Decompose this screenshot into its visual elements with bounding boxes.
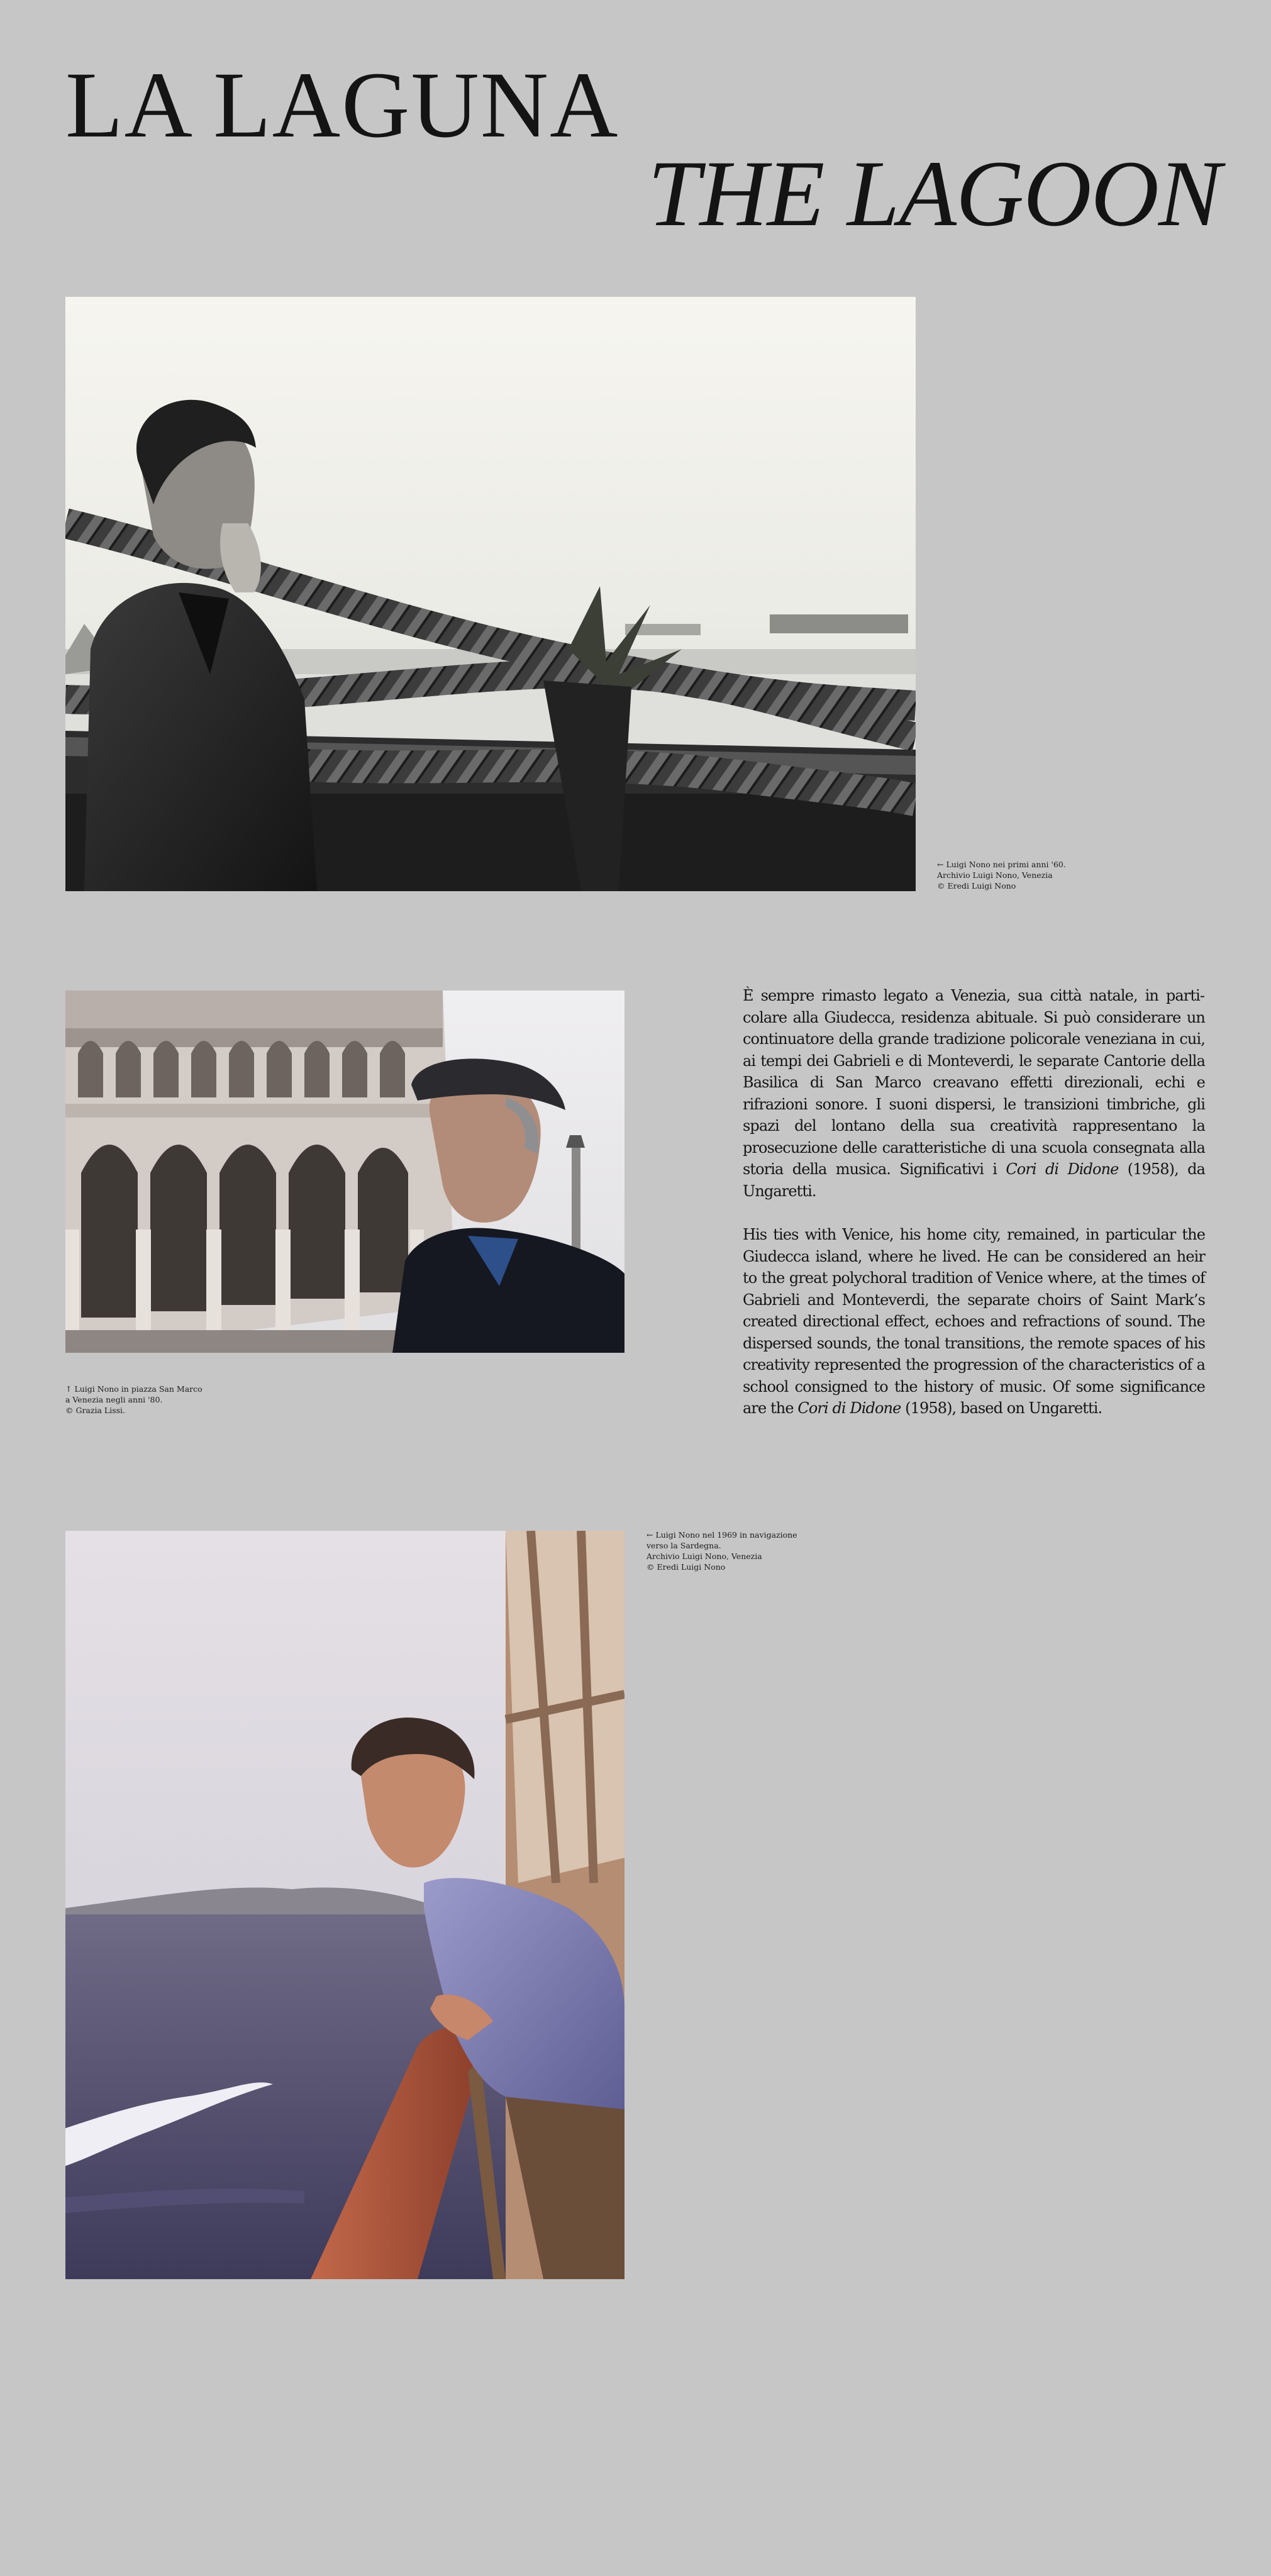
photo-nono-san-marco (65, 991, 624, 1353)
caption-photo-3 (647, 1530, 797, 1572)
caption-line: ← Luigi Nono nel 1969 in navigazione (647, 1530, 797, 1540)
caption-line: © Eredi Luigi Nono (937, 881, 1016, 891)
photo-nono-ropes (65, 297, 916, 891)
page-title-italian: LA LAGUNA (65, 53, 619, 157)
caption-line: © Eredi Luigi Nono (647, 1562, 726, 1572)
work-title-italian: Cori di Didone (1006, 1160, 1119, 1178)
text-italian-main: È sempre rimasto legato a Venezia, sua città natale, in particolare alla Giudecca, residenza abituale. Si può considerare un continuatore della grande tradizione policorale veneziana in cui, ai tempi dei Gabrieli e di Monteverdi, le separate Cantorie della Basilica di San Marco creavano effetti direzionali, echi e rifrazioni sonore. I suoni dispersi, le transizioni timbriche, gli spazi del lontano della sua creatività rappresentano la prosecuzione delle caratteristiche di una scuola consegnata alla storia della musica. Significativi i (743, 987, 1205, 1178)
page-title-english: THE LAGOON (648, 142, 1221, 246)
caption-line: Archivio Luigi Nono, Venezia (937, 870, 1053, 880)
text-english-main: His ties with Venice, his home city, remained, in particular the Giudecca island, where he lived. He can be considered an heir to the great polychoral tradition of Venice where, at the times of Gabrieli and Monteverdi, the separate choirs of Saint Mark’s created directional effect, echoes and refractions of sound. The dispersed sounds, the tonal transitions, the remote spaces of his creativity represented the progression of the characteristics of a school consigned to the history of music. Of some significance are the (743, 1226, 1205, 1417)
caption-line: verso la Sardegna. (647, 1541, 721, 1550)
photo-nono-at-sea (65, 1531, 624, 2279)
caption-line: ← Luigi Nono nei primi anni '60. (937, 860, 1066, 869)
text-english-tail: (1958), based on Ungaretti. (901, 1399, 1102, 1417)
caption-line: ↑ Luigi Nono in piazza San Marco (65, 1384, 203, 1394)
caption-photo-1 (937, 859, 1066, 891)
caption-photo-2 (65, 1384, 203, 1416)
body-text-italian (743, 985, 1205, 1202)
work-title-english: Cori di Didone (797, 1399, 901, 1417)
caption-line: © Grazia Lissi. (65, 1406, 125, 1415)
caption-line: Archivio Luigi Nono, Venezia (647, 1552, 762, 1561)
caption-line: a Venezia negli anni '80. (65, 1395, 163, 1404)
body-text-english (743, 1224, 1205, 1419)
text-italian-tail: (1958), da Ungaretti. (743, 1160, 1205, 1200)
